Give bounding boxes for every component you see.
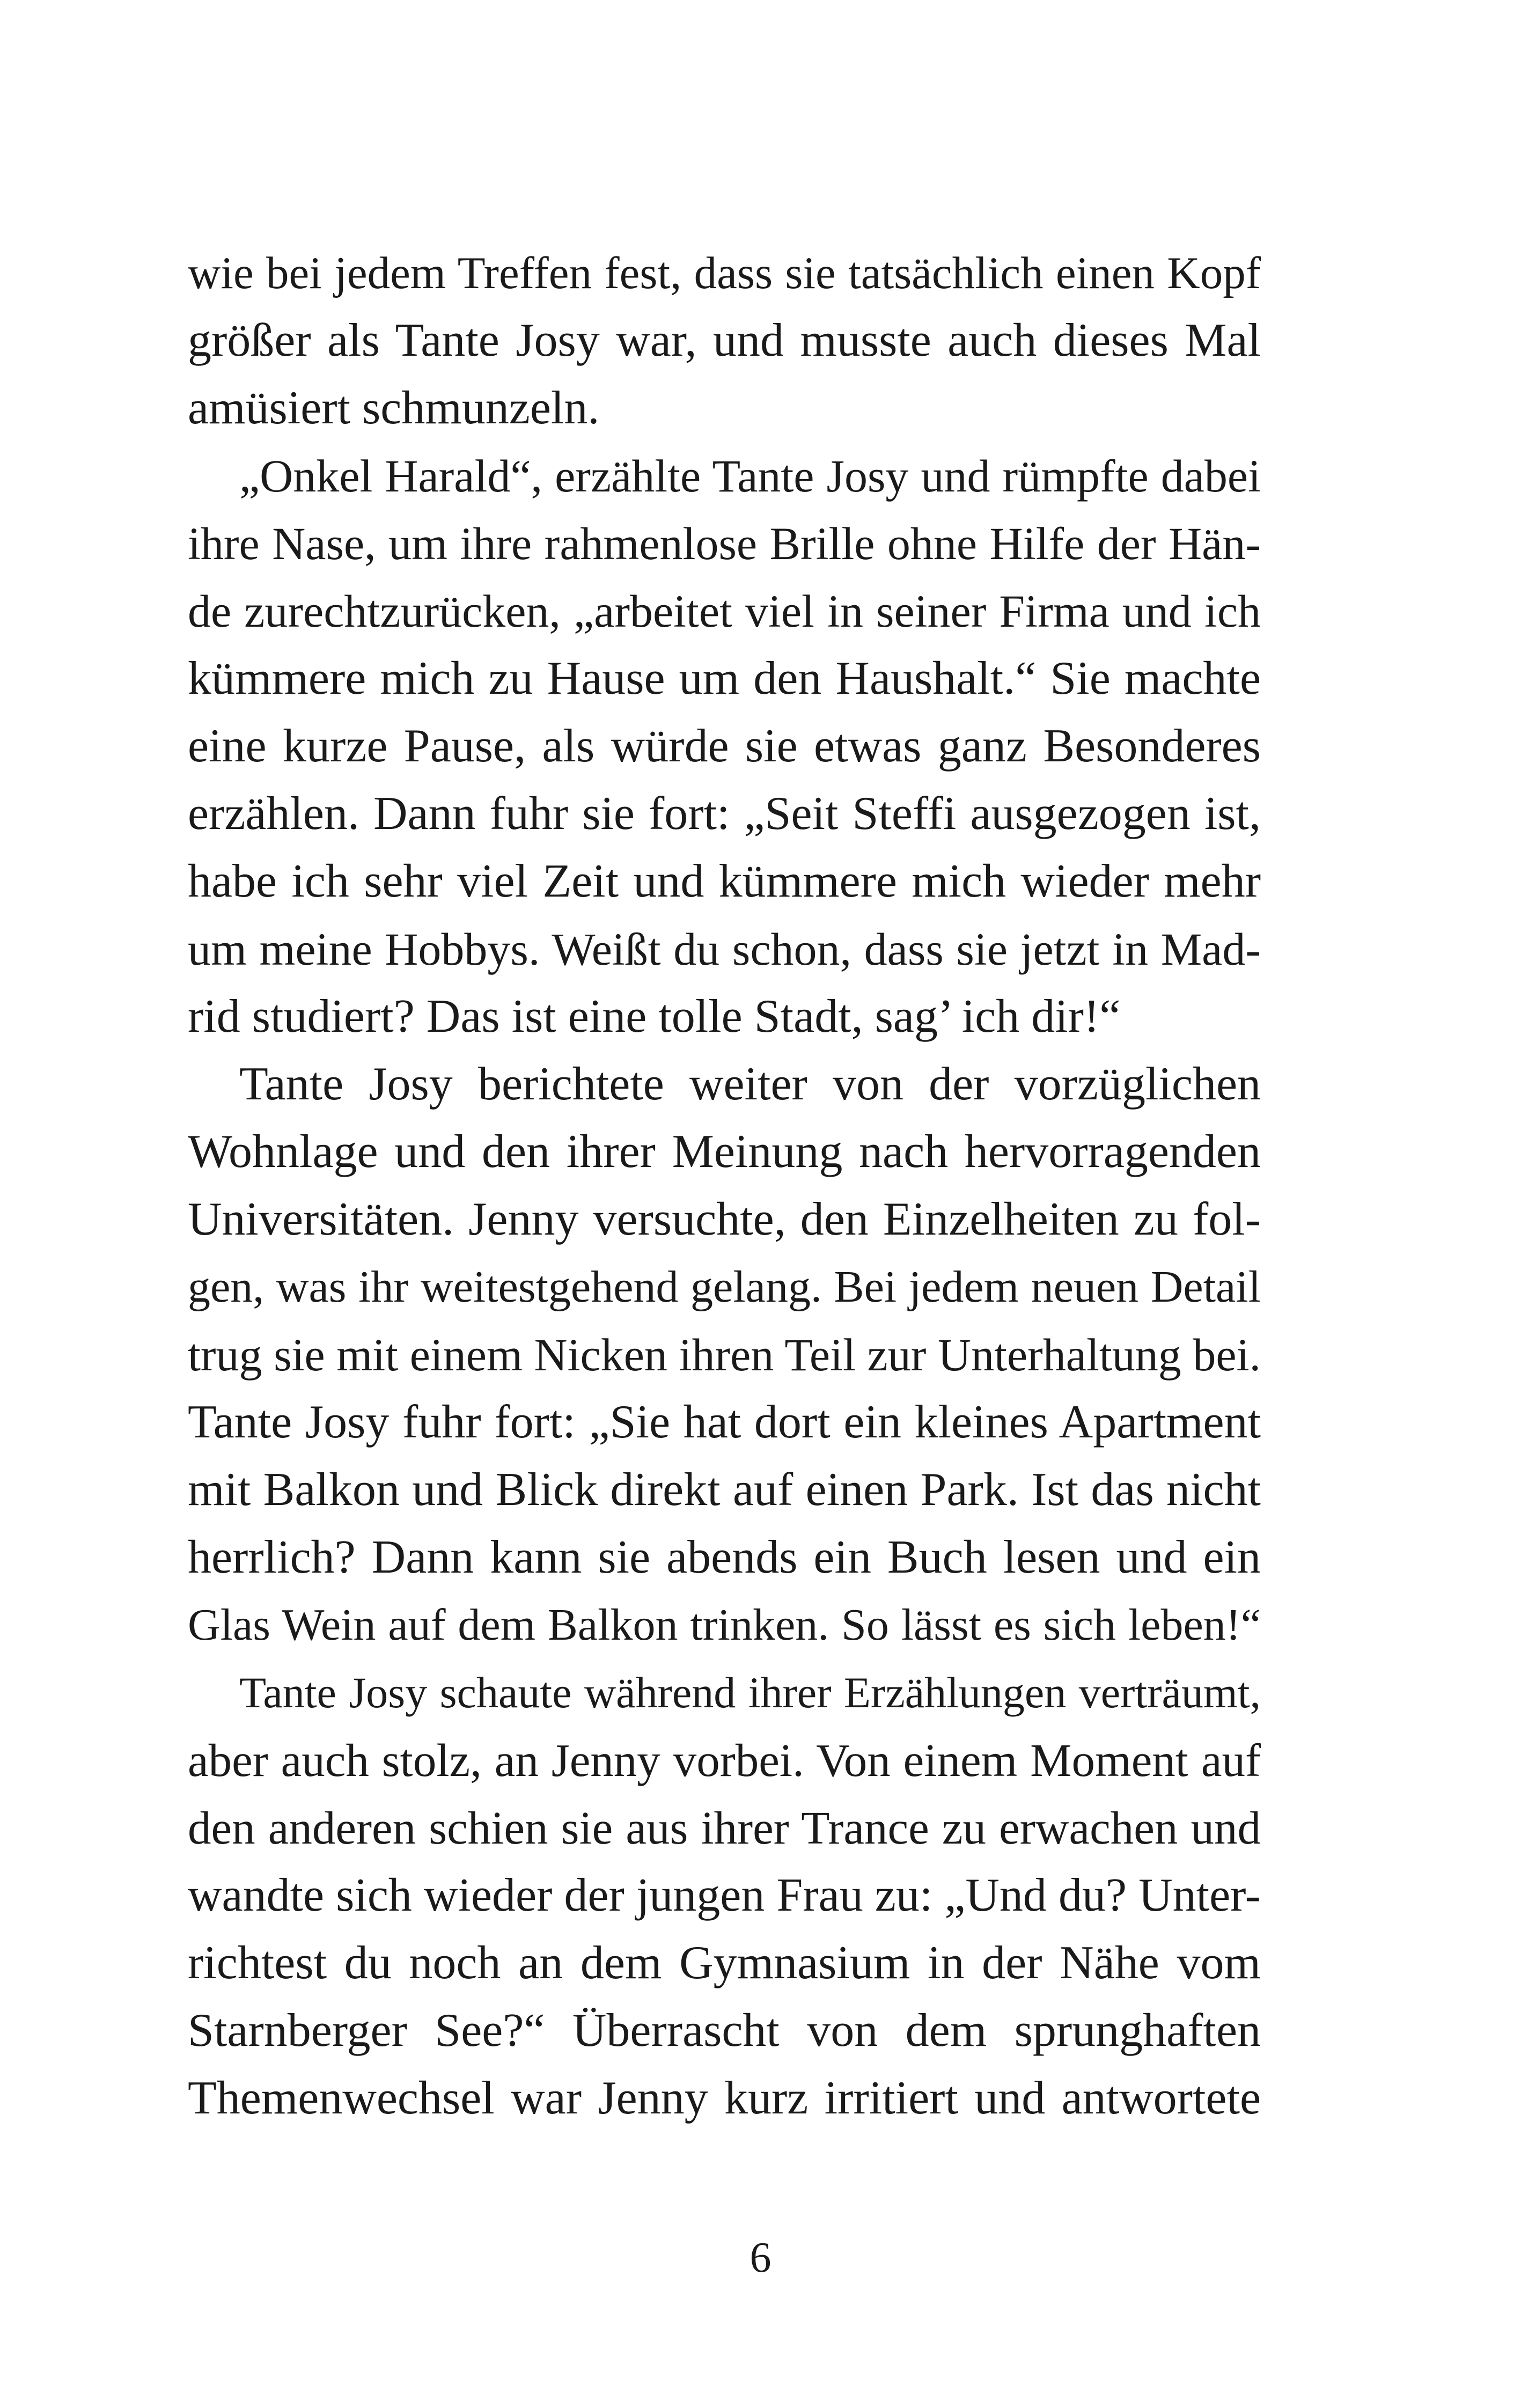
text-line: habe ich sehr viel Zeit und kümmere mich wieder mehr bbox=[188, 855, 1261, 907]
text-line: wie bei jedem Treffen fest, dass sie tatsächlich einen Kopf bbox=[188, 248, 1261, 298]
text-line: amüsiert schmunzeln. bbox=[188, 382, 600, 434]
text-line: „Onkel Harald“, erzählte Tante Josy und rümpfte dabei bbox=[239, 450, 1261, 502]
text-line: Tante Josy schaute während ihrer Erzählungen verträumt, bbox=[239, 1668, 1261, 1717]
text-line: mit Balkon und Blick direkt auf einen Park. Ist das nicht bbox=[188, 1464, 1261, 1516]
text-line: erzählen. Dann fuhr sie fort: „Seit Steffi ausgezogen ist, bbox=[188, 788, 1261, 840]
text-line: Tante Josy fuhr fort: „Sie hat dort ein kleines Apartment bbox=[188, 1396, 1261, 1448]
text-line: Tante Josy berichtete weiter von der vorzüglichen bbox=[239, 1058, 1261, 1110]
page-number: 6 bbox=[750, 2234, 771, 2281]
text-line: eine kurze Pause, als würde sie etwas ganz Besonderes bbox=[188, 720, 1261, 772]
text-line: um meine Hobbys. Weißt du schon, dass sie jetzt in Mad- bbox=[188, 923, 1261, 975]
text-line: gen, was ihr weitestgehend gelang. Bei jedem neuen Detail bbox=[188, 1262, 1261, 1312]
text-line: aber auch stolz, an Jenny vorbei. Von einem Moment auf bbox=[188, 1734, 1261, 1786]
text-line: ihre Nase, um ihre rahmenlose Brille ohne Hilfe der Hän- bbox=[188, 518, 1261, 569]
text-line: kümmere mich zu Hause um den Haushalt.“ Sie machte bbox=[188, 652, 1261, 704]
text-line: größer als Tante Josy war, und musste auch dieses Mal bbox=[188, 314, 1261, 366]
body-text bbox=[188, 239, 1261, 2132]
text-line: de zurechtzurücken, „arbeitet viel in seiner Firma und ich bbox=[188, 585, 1261, 637]
text-line: Starnberger See?“ Überrascht von dem sprunghaften bbox=[188, 2005, 1261, 2057]
text-line: wandte sich wieder der jungen Frau zu: „Und du? Unter- bbox=[188, 1869, 1261, 1921]
text-line: richtest du noch an dem Gymnasium in der Nähe vom bbox=[188, 1937, 1261, 1989]
text-line: den anderen schien sie aus ihrer Trance zu erwachen und bbox=[188, 1802, 1261, 1854]
text-line: Themenwechsel war Jenny kurz irritiert und antwortete bbox=[188, 2072, 1261, 2124]
text-line: rid studiert? Das ist eine tolle Stadt, sag’ ich dir!“ bbox=[188, 990, 1121, 1043]
text-line: herrlich? Dann kann sie abends ein Buch lesen und ein bbox=[188, 1531, 1261, 1583]
text-line: Wohnlage und den ihrer Meinung nach hervorragenden bbox=[188, 1126, 1261, 1178]
text-line: Universitäten. Jenny versuchte, den Einzelheiten zu fol- bbox=[188, 1193, 1261, 1245]
text-line: trug sie mit einem Nicken ihren Teil zur Unterhaltung bei. bbox=[188, 1329, 1261, 1381]
text-line: Glas Wein auf dem Balkon trinken. So lässt es sich leben!“ bbox=[188, 1600, 1261, 1650]
